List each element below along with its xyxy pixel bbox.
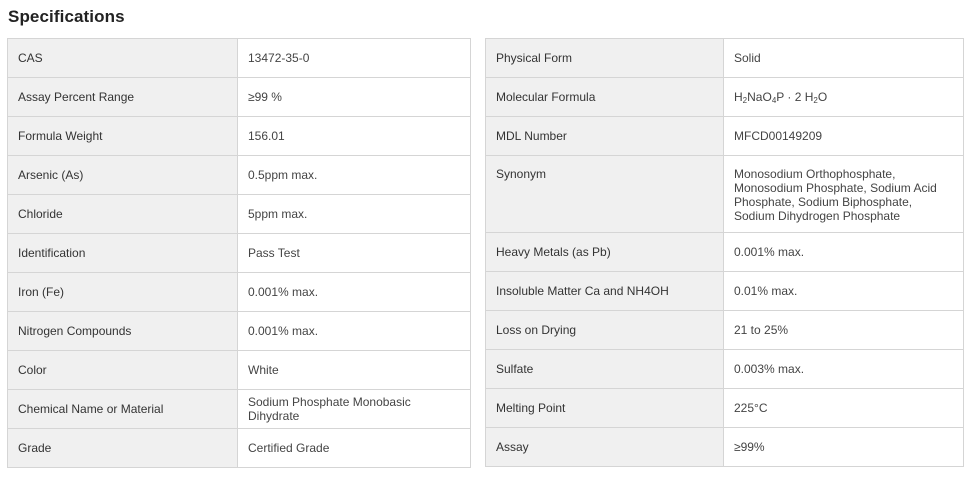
spec-value-chemical-name: Sodium Phosphate Monobasic Dihydrate <box>238 390 471 429</box>
spec-value-arsenic: 0.5ppm max. <box>238 156 471 195</box>
table-row <box>486 117 964 156</box>
table-row <box>8 273 471 312</box>
spec-label-cas: CAS <box>8 39 238 78</box>
spec-label-mdl-number: MDL Number <box>486 117 724 156</box>
table-row <box>8 195 471 234</box>
spec-value-nitrogen-compounds: 0.001% max. <box>238 312 471 351</box>
spec-label-melting-point: Melting Point <box>486 389 724 428</box>
table-row <box>8 234 471 273</box>
spec-label-loss-on-drying: Loss on Drying <box>486 311 724 350</box>
table-row <box>8 429 471 468</box>
spec-value-cas: 13472-35-0 <box>238 39 471 78</box>
spec-value-mdl-number: MFCD00149209 <box>724 117 964 156</box>
table-row <box>8 39 471 78</box>
formula-part: P · 2 H <box>776 90 814 104</box>
spec-label-identification: Identification <box>8 234 238 273</box>
table-row <box>8 312 471 351</box>
formula-part: H <box>734 90 743 104</box>
spec-value-assay: ≥99% <box>724 428 964 467</box>
spec-value-loss-on-drying: 21 to 25% <box>724 311 964 350</box>
page-title: Specifications <box>8 7 125 26</box>
table-row <box>486 78 964 117</box>
spec-value-iron: 0.001% max. <box>238 273 471 312</box>
table-row <box>486 428 964 467</box>
table-row <box>486 272 964 311</box>
table-row <box>8 351 471 390</box>
spec-value-sulfate: 0.003% max. <box>724 350 964 389</box>
spec-value-molecular-formula <box>724 78 964 117</box>
spec-value-heavy-metals: 0.001% max. <box>724 233 964 272</box>
table-row <box>486 311 964 350</box>
table-row <box>8 117 471 156</box>
spec-label-iron: Iron (Fe) <box>8 273 238 312</box>
table-row <box>486 350 964 389</box>
formula-subscript: 4 <box>771 96 777 105</box>
spec-label-assay-percent-range: Assay Percent Range <box>8 78 238 117</box>
specifications-table-right <box>485 38 964 467</box>
spec-label-insoluble-matter: Insoluble Matter Ca and NH4OH <box>486 272 724 311</box>
spec-value-color: White <box>238 351 471 390</box>
spec-value-grade: Certified Grade <box>238 429 471 468</box>
spec-value-insoluble-matter: 0.01% max. <box>724 272 964 311</box>
table-row <box>8 390 471 429</box>
spec-label-formula-weight: Formula Weight <box>8 117 238 156</box>
formula-part: NaO <box>747 90 772 104</box>
table-row <box>8 156 471 195</box>
spec-label-chemical-name: Chemical Name or Material <box>8 390 238 429</box>
table-row <box>486 389 964 428</box>
spec-label-synonym: Synonym <box>486 156 724 233</box>
spec-label-assay: Assay <box>486 428 724 467</box>
spec-value-identification: Pass Test <box>238 234 471 273</box>
spec-label-arsenic: Arsenic (As) <box>8 156 238 195</box>
spec-label-molecular-formula: Molecular Formula <box>486 78 724 117</box>
formula-subscript: 2 <box>813 96 818 105</box>
spec-label-sulfate: Sulfate <box>486 350 724 389</box>
specifications-table-left <box>7 38 471 468</box>
table-row <box>486 39 964 78</box>
spec-label-color: Color <box>8 351 238 390</box>
spec-label-chloride: Chloride <box>8 195 238 234</box>
formula-part: O <box>817 90 828 104</box>
table-row <box>486 156 964 233</box>
spec-value-melting-point: 225°C <box>724 389 964 428</box>
table-row <box>486 233 964 272</box>
spec-label-nitrogen-compounds: Nitrogen Compounds <box>8 312 238 351</box>
spec-label-heavy-metals: Heavy Metals (as Pb) <box>486 233 724 272</box>
spec-label-grade: Grade <box>8 429 238 468</box>
spec-value-synonym: Monosodium Orthophosphate, Monosodium Phosphate, Sodium Acid Phosphate, Sodium Biphosphate, Sodium Dihydrogen Phosphate <box>724 156 964 233</box>
spec-label-physical-form: Physical Form <box>486 39 724 78</box>
spec-value-chloride: 5ppm max. <box>238 195 471 234</box>
spec-value-assay-percent-range: ≥99 % <box>238 78 471 117</box>
formula-subscript: 2 <box>742 96 748 105</box>
spec-value-formula-weight: 156.01 <box>238 117 471 156</box>
spec-value-physical-form: Solid <box>724 39 964 78</box>
table-row <box>8 78 471 117</box>
